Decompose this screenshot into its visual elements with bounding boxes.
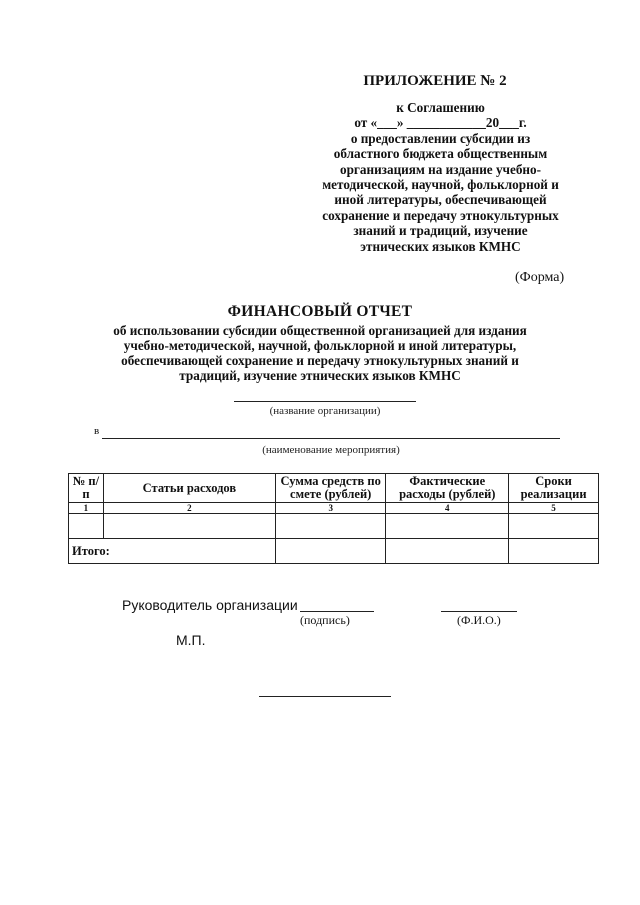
agreement-reference — [298, 100, 583, 254]
agreement-line: методической, научной, фольклорной и — [322, 177, 559, 193]
organization-name-field[interactable] — [234, 401, 416, 402]
column-number: 3 — [275, 503, 386, 514]
agreement-line: иной литературы, обеспечивающей — [334, 192, 547, 208]
column-number: 1 — [69, 503, 104, 514]
table-total-row — [69, 539, 599, 564]
agreement-line: к Соглашению — [396, 100, 485, 115]
table-cell[interactable] — [275, 514, 386, 539]
table-cell[interactable] — [69, 514, 104, 539]
subtitle-line: учебно-методической, научной, фольклорной и иной литературы, — [123, 338, 517, 353]
full-name-caption: (Ф.И.О.) — [457, 613, 501, 627]
date-field[interactable] — [259, 696, 391, 697]
report-title: ФИНАНСОВЫЙ ОТЧЕТ — [227, 303, 413, 320]
subtitle-line: обеспечивающей сохранение и передачу этнокультурных знаний и — [121, 353, 519, 368]
agreement-line: областного бюджета общественным — [333, 146, 548, 162]
agreement-line: знаний и традиций, изучение — [353, 223, 528, 239]
total-cell[interactable] — [386, 539, 509, 564]
event-name-field[interactable] — [102, 438, 560, 439]
table-numbering-row — [69, 503, 599, 514]
subtitle-line: об использовании субсидии общественной организацией для издания — [113, 323, 527, 338]
organization-name-caption: (название организации) — [269, 405, 381, 417]
table-header-row — [69, 474, 599, 503]
appendix-title: ПРИЛОЖЕНИЕ № 2 — [363, 73, 507, 89]
column-number: 5 — [509, 503, 599, 514]
table-header: № п/п — [69, 474, 104, 503]
table-header: Сумма средств по смете (рублей) — [275, 474, 386, 503]
agreement-line: о предоставлении субсидии из — [350, 130, 531, 146]
table-cell[interactable] — [103, 514, 275, 539]
head-of-organization-label: Руководитель организации — [122, 597, 298, 613]
stamp-label: М.П. — [176, 632, 206, 648]
event-prefix: в — [94, 425, 100, 437]
table-header: Сроки реализации — [509, 474, 599, 503]
total-cell[interactable] — [275, 539, 386, 564]
table-header: Статьи расходов — [103, 474, 275, 503]
event-name-caption: (наименование мероприятия) — [262, 444, 400, 456]
agreement-line: организациям на издание учебно- — [339, 161, 542, 177]
subtitle-line: традиций, изучение этнических языков КМНС — [179, 368, 461, 383]
agreement-line: от «___» ____________20___г. — [354, 115, 527, 131]
column-number: 2 — [103, 503, 275, 514]
expense-table — [68, 473, 599, 564]
total-label: Итого: — [69, 539, 276, 564]
table-row — [69, 514, 599, 539]
form-label: (Форма) — [515, 270, 565, 285]
signature-field[interactable] — [300, 611, 374, 612]
total-cell[interactable] — [509, 539, 599, 564]
report-subtitle — [60, 323, 580, 383]
table-header: Фактические расходы (рублей) — [386, 474, 509, 503]
table-cell[interactable] — [509, 514, 599, 539]
signature-caption: (подпись) — [300, 613, 350, 627]
agreement-line: этнических языков КМНС — [360, 238, 521, 254]
full-name-field[interactable] — [441, 611, 517, 612]
column-number: 4 — [386, 503, 509, 514]
table-cell[interactable] — [386, 514, 509, 539]
agreement-line: сохранение и передачу этнокультурных — [322, 207, 559, 223]
